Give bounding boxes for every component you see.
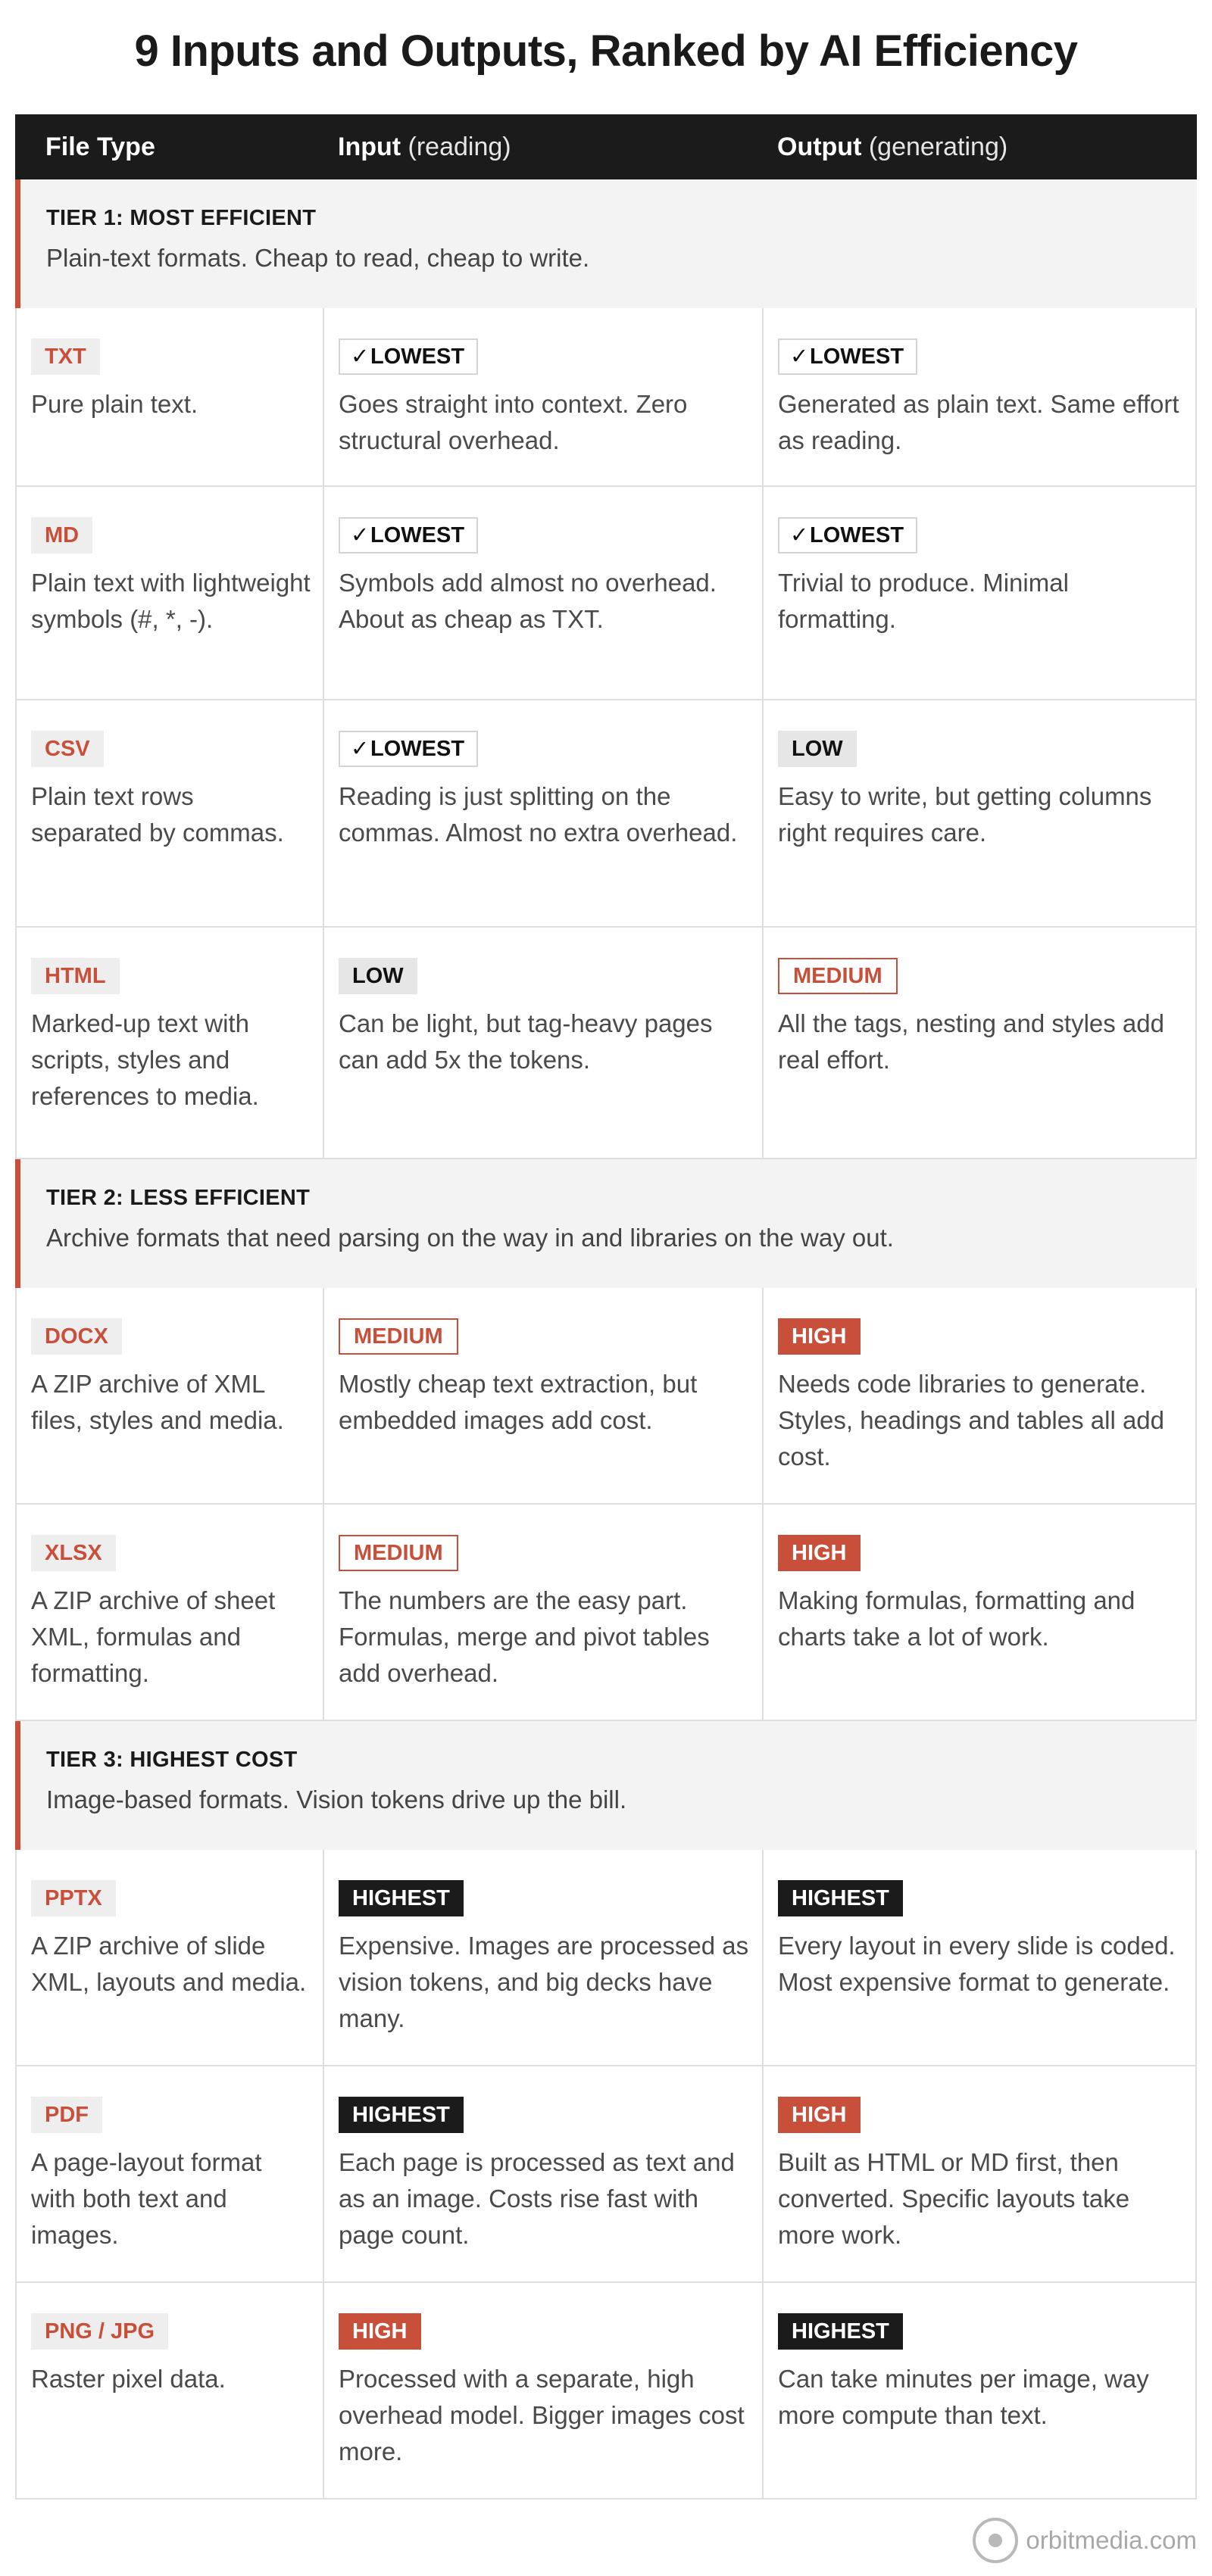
output-description: Making formulas, formatting and charts take a lot of work.: [778, 1586, 1135, 1651]
output-description: Can take minutes per image, way more compute than text.: [778, 2365, 1149, 2429]
header-input-label: Input: [338, 133, 401, 161]
file-type-cell: [17, 1288, 323, 1503]
input-rating-badge: [339, 2313, 421, 2350]
output-description: Generated as plain text. Same effort as reading.: [778, 390, 1179, 454]
table-row: [15, 2066, 1197, 2283]
output-rating-label: LOWEST: [810, 523, 904, 547]
output-description: All the tags, nesting and styles add real effort.: [778, 1009, 1164, 1074]
input-rating-badge: [339, 2097, 464, 2133]
output-description: Built as HTML or MD first, then converted. Specific layouts take more work.: [778, 2148, 1130, 2249]
file-type-badge: HTML: [31, 958, 120, 994]
tier-header: [15, 179, 1197, 308]
output-cell: [762, 928, 1198, 1158]
input-cell: [323, 2283, 762, 2498]
input-rating-label: LOWEST: [370, 737, 465, 761]
page-title: 9 Inputs and Outputs, Ranked by AI Efficiency: [134, 27, 1078, 76]
output-cell: [762, 1505, 1198, 1720]
file-type-description: Pure plain text.: [31, 390, 198, 418]
input-rating-label: HIGHEST: [352, 2103, 450, 2127]
input-description: Symbols add almost no overhead. About as cheap as TXT.: [339, 569, 717, 633]
tier-header: [15, 1721, 1197, 1850]
output-rating-label: LOW: [792, 737, 843, 761]
file-type-description: A ZIP archive of sheet XML, formulas and formatting.: [31, 1586, 276, 1687]
output-rating-badge: [778, 1535, 861, 1571]
header-output-label: Output: [777, 133, 862, 161]
output-rating-label: HIGHEST: [792, 2319, 889, 2344]
checkmark-icon: ✓: [351, 523, 370, 547]
output-rating-label: HIGH: [792, 1324, 847, 1349]
input-rating-badge: [339, 338, 478, 375]
header-file-type: File Type: [45, 133, 155, 161]
input-description: Mostly cheap text extraction, but embedded images add cost.: [339, 1370, 698, 1434]
input-description: Goes straight into context. Zero structural overhead.: [339, 390, 688, 454]
output-cell: [762, 1288, 1198, 1503]
logo-text: orbitmedia.com: [1026, 2526, 1197, 2554]
input-cell: [323, 487, 762, 699]
output-rating-badge: [778, 2313, 903, 2350]
file-type-badge: CSV: [31, 731, 104, 767]
output-description: Trivial to produce. Minimal formatting.: [778, 569, 1069, 633]
file-type-badge: PDF: [31, 2097, 102, 2133]
output-cell: [762, 308, 1198, 485]
output-cell: [762, 700, 1198, 926]
tier-description: Plain-text formats. Cheap to read, cheap to write.: [46, 244, 590, 272]
input-description: Processed with a separate, high overhead model. Bigger images cost more.: [339, 2365, 745, 2465]
tier-description: Image-based formats. Vision tokens drive up the bill.: [46, 1785, 627, 1813]
table-row: [15, 1850, 1197, 2066]
output-cell: [762, 1850, 1198, 2065]
input-rating-label: MEDIUM: [354, 1541, 443, 1565]
input-description: Each page is processed as text and as an image. Costs rise fast with page count.: [339, 2148, 735, 2249]
output-rating-badge: [778, 731, 857, 767]
output-description: Easy to write, but getting columns right requires care.: [778, 782, 1152, 847]
tier-name: TIER 1: MOST EFFICIENT: [46, 206, 317, 230]
file-type-badge: PPTX: [31, 1880, 116, 1916]
file-type-badge: DOCX: [31, 1318, 122, 1355]
orbit-logo-icon: [973, 2518, 1018, 2563]
output-cell: [762, 487, 1198, 699]
table-row: [15, 700, 1197, 928]
tier-description: Archive formats that need parsing on the way in and libraries on the way out.: [46, 1224, 894, 1252]
table-row: [15, 308, 1197, 487]
checkmark-icon: ✓: [351, 345, 370, 369]
output-cell: [762, 2066, 1198, 2281]
efficiency-table: [15, 114, 1197, 2500]
input-rating-badge: [339, 958, 417, 994]
input-cell: [323, 1505, 762, 1720]
table-header: [15, 114, 1197, 179]
header-input-sub: (reading): [408, 133, 511, 161]
input-cell: [323, 2066, 762, 2281]
input-description: The numbers are the easy part. Formulas, merge and pivot tables add overhead.: [339, 1586, 710, 1687]
file-type-badge: PNG / JPG: [31, 2313, 168, 2350]
input-description: Can be light, but tag-heavy pages can add 5x the tokens.: [339, 1009, 713, 1074]
checkmark-icon: ✓: [790, 523, 809, 547]
tier-name: TIER 3: HIGHEST COST: [46, 1748, 298, 1772]
input-cell: [323, 308, 762, 485]
input-rating-label: MEDIUM: [354, 1324, 443, 1349]
checkmark-icon: ✓: [790, 345, 809, 369]
file-type-description: A ZIP archive of XML files, styles and media.: [31, 1370, 284, 1434]
input-rating-label: LOWEST: [370, 345, 465, 369]
file-type-description: Marked-up text with scripts, styles and references to media.: [31, 1009, 259, 1110]
output-rating-badge: [778, 1880, 903, 1916]
output-cell: [762, 2283, 1198, 2498]
table-row: [15, 2283, 1197, 2500]
input-rating-badge: [339, 1880, 464, 1916]
table-row: [15, 928, 1197, 1159]
file-type-badge: XLSX: [31, 1535, 116, 1571]
output-rating-badge: [778, 958, 898, 994]
file-type-description: A page-layout format with both text and images.: [31, 2148, 262, 2249]
input-description: Expensive. Images are processed as vision tokens, and big decks have many.: [339, 1932, 749, 2032]
tier-header: [15, 1159, 1197, 1288]
header-output: [777, 114, 1007, 179]
file-type-description: Raster pixel data.: [31, 2365, 226, 2393]
input-rating-label: LOW: [352, 964, 404, 988]
output-rating-label: HIGH: [792, 1541, 847, 1565]
output-description: Every layout in every slide is coded. Most expensive format to generate.: [778, 1932, 1176, 1996]
file-type-cell: [17, 1505, 323, 1720]
file-type-cell: [17, 2283, 323, 2498]
file-type-cell: [17, 2066, 323, 2281]
output-rating-badge: [778, 1318, 861, 1355]
input-rating-badge: [339, 731, 478, 767]
brand-logo: [973, 2514, 1197, 2567]
input-cell: [323, 1288, 762, 1503]
tier-name: TIER 2: LESS EFFICIENT: [46, 1186, 311, 1210]
table-body: [15, 179, 1197, 2500]
file-type-badge: TXT: [31, 338, 100, 375]
input-rating-badge: [339, 1318, 458, 1355]
input-rating-label: LOWEST: [370, 523, 465, 547]
file-type-cell: [17, 700, 323, 926]
input-cell: [323, 1850, 762, 2065]
file-type-cell: [17, 487, 323, 699]
input-description: Reading is just splitting on the commas. Almost no extra overhead.: [339, 782, 738, 847]
file-type-cell: [17, 928, 323, 1158]
table-row: [15, 487, 1197, 700]
input-rating-label: HIGHEST: [352, 1886, 450, 1910]
file-type-cell: [17, 308, 323, 485]
table-row: [15, 1505, 1197, 1721]
output-rating-label: HIGHEST: [792, 1886, 889, 1910]
input-rating-badge: [339, 517, 478, 554]
file-type-description: Plain text with lightweight symbols (#, *, -).: [31, 569, 311, 633]
checkmark-icon: ✓: [351, 737, 370, 761]
table-row: [15, 1288, 1197, 1505]
output-rating-label: LOWEST: [810, 345, 904, 369]
input-rating-badge: [339, 1535, 458, 1571]
output-rating-badge: [778, 338, 917, 375]
file-type-cell: [17, 1850, 323, 2065]
header-input: [338, 114, 511, 179]
file-type-description: A ZIP archive of slide XML, layouts and media.: [31, 1932, 307, 1996]
output-rating-label: HIGH: [792, 2103, 847, 2127]
input-cell: [323, 928, 762, 1158]
input-rating-label: HIGH: [352, 2319, 408, 2344]
output-rating-badge: [778, 2097, 861, 2133]
file-type-badge: MD: [31, 517, 92, 554]
output-rating-label: MEDIUM: [793, 964, 882, 988]
output-description: Needs code libraries to generate. Styles, headings and tables all add cost.: [778, 1370, 1165, 1470]
input-cell: [323, 700, 762, 926]
file-type-description: Plain text rows separated by commas.: [31, 782, 284, 847]
output-rating-badge: [778, 517, 917, 554]
header-output-sub: (generating): [868, 133, 1008, 161]
